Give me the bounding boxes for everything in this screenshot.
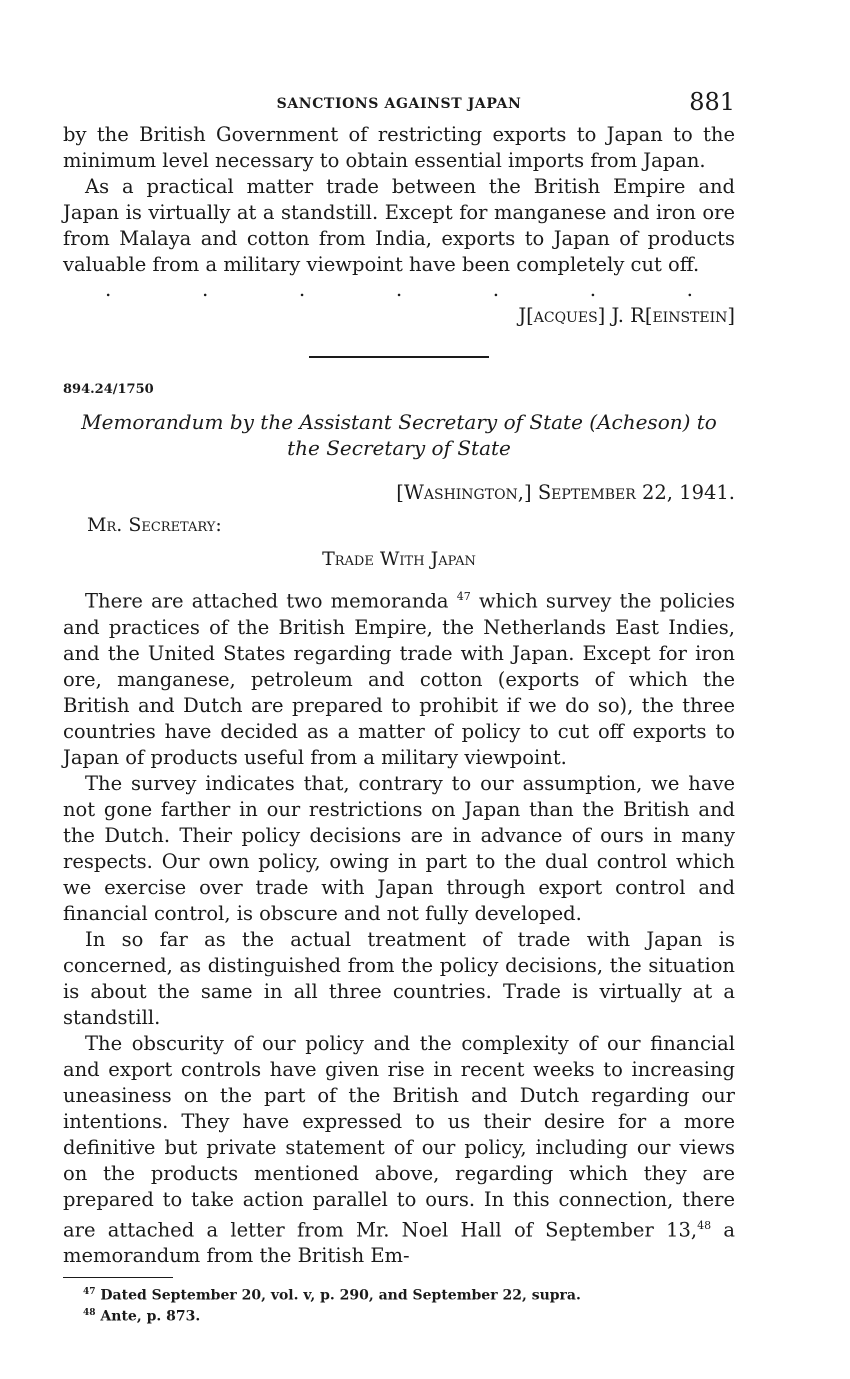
continued-paragraph: by the British Government of restricting exports to Japan to the minimum level necessary to obtain essential imports from Japan.	[63, 123, 735, 172]
paragraph: The survey indicates that, contrary to our assumption, we have not gone farther in our restrictions on Japan than the British and the Dutch. Their policy decisions are in advance of ours in many respects. Our own policy, owing in part to the dual control which we exercise over trade with Japan through export control and financial control, is obscure and not fully developed.	[63, 771, 735, 925]
paragraph-text: The obscurity of our policy and the complexity of our financial and export controls have given rise in recent weeks to increasing uneasiness on the part of the British and Dutch regarding our intentions. They have expressed to us their desire for a more definitive but private statement of our policy, including our views on the products mentioned above, regarding which they are prepared to take action parallel to ours. In this connection, there are attached a letter from Mr. Noel Hall of September 13,	[63, 1031, 735, 1241]
document-title: Memorandum by the Assistant Secretary of State (Acheson) to the Secretary of State	[81, 410, 717, 460]
footnote-mark: 48	[83, 1307, 96, 1318]
ellipsis-dot: .	[492, 277, 500, 301]
omission-ellipsis	[63, 278, 735, 302]
dateline: [Washington,] September 22, 1941.	[396, 481, 735, 504]
paragraph-text: which survey the policies and practices of the British Empire, the Netherlands East Indies, and the United States regarding trade with Japan. Except for iron ore, manganese, petroleum and cotton (exports of which the British and Dutch are prepared to prohibit if we do so), the three countries have decided as a matter of policy to cut off exports to Japan of products useful from a military viewpoint.	[63, 589, 735, 769]
footnote-text: Dated September 20, vol. v, p. 290, and September 22, supra.	[100, 1287, 581, 1304]
paragraph-text: a memorandum from the British Em-	[63, 1218, 735, 1267]
paragraph: In so far as the actual treatment of trade with Japan is concerned, as distinguished from the policy decisions, the situation is about the same in all three countries. Trade is virtually at a standstill.	[63, 927, 735, 1029]
salutation: Mr. Secretary:	[87, 514, 222, 536]
section-separator	[309, 356, 489, 358]
document-page	[63, 88, 735, 1325]
ellipsis-dot: .	[201, 277, 209, 301]
paragraph	[63, 1031, 735, 1270]
paragraph: As a practical matter trade between the British Empire and Japan is virtually at a standstill. Except for manganese and iron ore from Malaya and cotton from India, exports to Japan of products valuable from a military viewpoint have been completely cut off.	[63, 175, 735, 276]
footnote-text: Ante, p. 873.	[100, 1308, 201, 1325]
signature: J[acques] J. R[einstein]	[518, 304, 735, 327]
paragraph-text: There are attached two memoranda	[85, 589, 449, 613]
footnote	[83, 1284, 735, 1305]
ellipsis-dot: .	[589, 277, 597, 301]
footnote-mark: 47	[83, 1287, 96, 1297]
ellipsis-dot: .	[395, 277, 403, 301]
footnote	[83, 1305, 735, 1326]
file-number: 894.24/1750	[63, 382, 154, 397]
running-header	[63, 88, 735, 122]
running-title: SANCTIONS AGAINST JAPAN	[276, 96, 522, 112]
footnote-rule	[63, 1277, 173, 1278]
paragraph	[63, 584, 735, 771]
ellipsis-dot: .	[298, 277, 306, 301]
footnote-ref: 47	[456, 590, 471, 603]
subject-heading: Trade With Japan	[322, 548, 476, 570]
ellipsis-dot: .	[686, 277, 693, 301]
footnote-ref: 48	[697, 1218, 712, 1232]
ellipsis-dot: .	[105, 277, 112, 301]
page-number: 881	[689, 88, 735, 116]
